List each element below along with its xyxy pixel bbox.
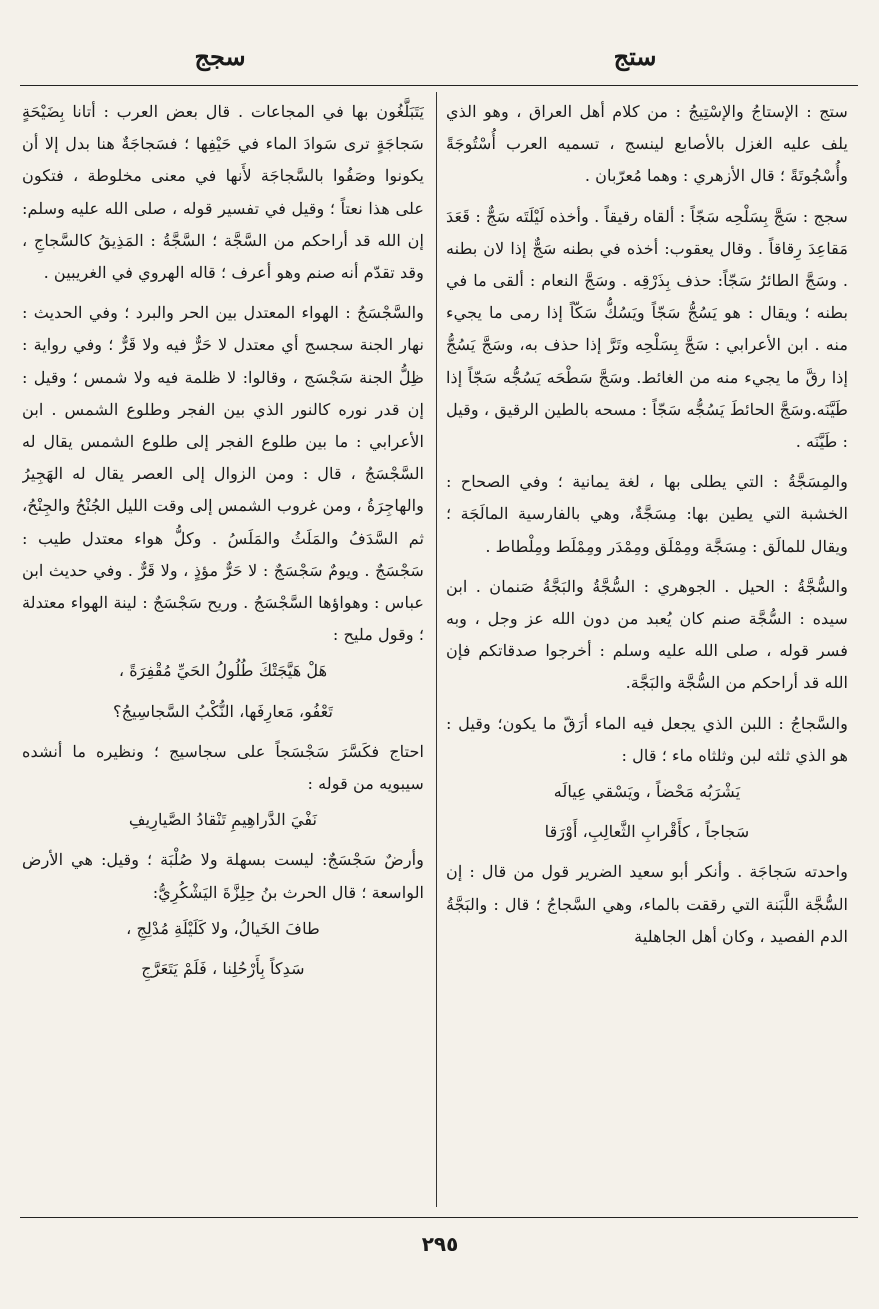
header-root-word-left: سجج [194,42,246,71]
verse-line: سَجاجاً ، كأَقْرابِ الثَّعالِبِ، أَوْرَقا [544,822,750,842]
entry-sajaj: والسَّجاجُ : اللبن الذي يجعل فيه الماء أرَقّ ما يكون؛ وقيل : هو الذي ثلثه لبن وثلثاه ماء ؛ قال : [446,713,848,765]
column-divider [436,92,437,1207]
entry-sajsaj: والسَّجْسَجُ : الهواء المعتدل بين الحر والبرد ؛ وفي الحديث : نهار الجنة سجسج أي معتدل لا حَرٌّ فيه ولا قَرٌّ ؛ وفي رواية : ظِلُّ الجنة سَجْسَج ، وقالوا: لا ظلمة فيه ولا شمس ؛ وقيل : إن قدر نوره كالنور الذي بين الفجر وطلوع الشمس . ابن الأعرابي : ما بين طلوع الفجر إلى طلوع الشمس يقال له السَّجْسَجُ ، قال : ومن الزوال إلى العصر يقال له الهَجِيرُ والهاجِرَةُ ، ومن غروب الشمس إلى وقت الليل الجُنْحُ والجِنْحُ، ثم السَّدَفُ والمَلَثُ والمَلَسُ . وكلُّ هواء معتدل طيب : سَجْسَجٌ . ويومٌ سَجْسَجٌ : لا حَرٌّ مؤذٍ ، ولا قَرٌّ . وفي حديث ابن عباس : وهواؤها السَّجْسَجُ . وريح سَجْسَجٌ : لينة الهواء معتدلة ؛ وقول مليح : [22,303,424,645]
right-column [446,96,848,1208]
footer-rule [20,1217,858,1218]
entry-misajja: والمِسَجَّةُ : التي يطلى بها ، لغة يمانية ؛ وفي الصحاح : الخشبة التي يطين بها: مِسَجَّةٌ، وهي بالفارسية المالَجَة ؛ ويقال للمالَق : مِسَجَّة ومِمْلَق ومِمْدَر ومِمْلَط ومِلْطاط . [446,472,848,556]
entry-sujja: والسُّجَّةُ : الحيل . الجوهري : السُّجَّةُ والبَجَّةُ صَنمان . ابن سيده : السُّجَّة صنم كان يُعبد من دون الله عز وجل ، وبه فسر قوله ، صلى الله عليه وسلم : أخرجوا صدقاتكم فإن الله قد أراحكم من السُّجَّة والبَجَّة. [446,576,848,693]
paragraph: وأرضٌ سَجْسَجٌ: ليست بسهلة ولا صُلْبَة ؛ وقيل: هي الأرض الواسعة ؛ قال الحرث بنُ حِلِزَّةَ اليَشْكُرِيُّ: [22,850,424,902]
verse-line: يَشْرَبُه مَحْضاً ، ويَسْقي عِيالَه [553,782,741,802]
header-root-word-right: ستج [613,42,657,71]
verse-line: سَدِكاً بِأَرْحُلِنا ، فَلَمْ يَتَعَرَّجِ [141,959,305,979]
paragraph: واحدته سَجاجَة . وأنكر أبو سعيد الضرير قول من قال : إن السُّجَّة اللَّبَنة التي رققت بالماء، وهي السَّجاجُ ؛ قال : والبَجَّةُ الدم الفصيد ، وكان أهل الجاهلية [446,862,848,946]
header-rule [20,85,858,86]
verse-line: طافَ الخَيالُ، ولا كَلَيْلَةِ مُدْلِجِ ، [126,918,320,938]
verse-line: نَفْيَ الدَّراهِيمِ تَنْقادُ الصَّيارِيفِ [128,810,318,830]
entry-stj: ستج : الإستاجُ والإسْتِيجُ : من كلام أهل العراق ، وهو الذي يلف عليه الغزل بالأصابع لينسج ، تسميه العرب أُسْتُوجَةً وأُسْجُوتَةً ؛ قال الأزهري : وهما مُعرّبان . [446,102,848,186]
page-number: ٢٩٥ [421,1232,459,1256]
entry-sjj: سجج : سَجَّ بِسَلْحِه سَجّاً : ألقاه رقيقاً . وأخذه لَيْلَتَه سَجٌّ : قَعَدَ مَقاعِدَ رِقاقاً . وقال يعقوب: أخذه في بطنه سَجٌّ إذا لان بطنه . وسَجَّ الطائرُ سَجّاً: حذف بِذَرْقِه . وسَجَّ النعام : ألقى ما في بطنه ؛ ويقال : هو يَسُجُّ سَجّاً ويَسُكُّ سَكّاً إذا رمى ما يجيء منه . ابن الأعرابي : سَجَّ بِسَلْحِه وتَرَّ إذا حذف به، وسَجَّ يَسُجُّ إذا رقَّ ما يجيء منه من الغائط. وسَجَّ سَطْحَه يَسُجُّه سَجّاً إذا طَيَّنَه.وسَجَّ الحائطَ يَسُجُّه سَجّاً : مسحه بالطين الرقيق ، وقيل : طَيَّنَه . [446,206,848,452]
paragraph: يَتَبَلَّغُون بها في المجاعات . قال بعض العرب : أتانا بِضَيْحَةٍ سَجاجَةٍ ترى سَوادَ الماء في حَيْفِها ؛ فسَجاجَةٌ هنا بدل إلا أن يكونوا وصَفُوا بالسَّجاجَة لأَنها في معنى مخلوطة ، فتكون على هذا نعتاً ؛ وقيل في تفسير قوله ، صلى الله عليه وسلم: إن الله قد أراحكم من السَّجَّة ؛ السَّجَّةُ : المَذِيقُ كالسَّجاجِ ، وقد تقدّم أنه صنم وهو أعرف ؛ قاله الهروي في الغريبين . [22,102,424,283]
verse-line: هَلْ هَيَّجَتْكَ طُلُولُ الحَيِّ مُقْفِرَةً ، [118,661,328,681]
verse-line: تَعْفُو، مَعارِفَها، النُّكْبُ السَّجاسِيجُ؟ [112,701,333,721]
left-column [22,96,424,1208]
paragraph: احتاج فكَسَّرَ سَجْسَجاً على سجاسيج ؛ ونظيره ما أنشده سيبويه من قوله : [22,741,424,794]
